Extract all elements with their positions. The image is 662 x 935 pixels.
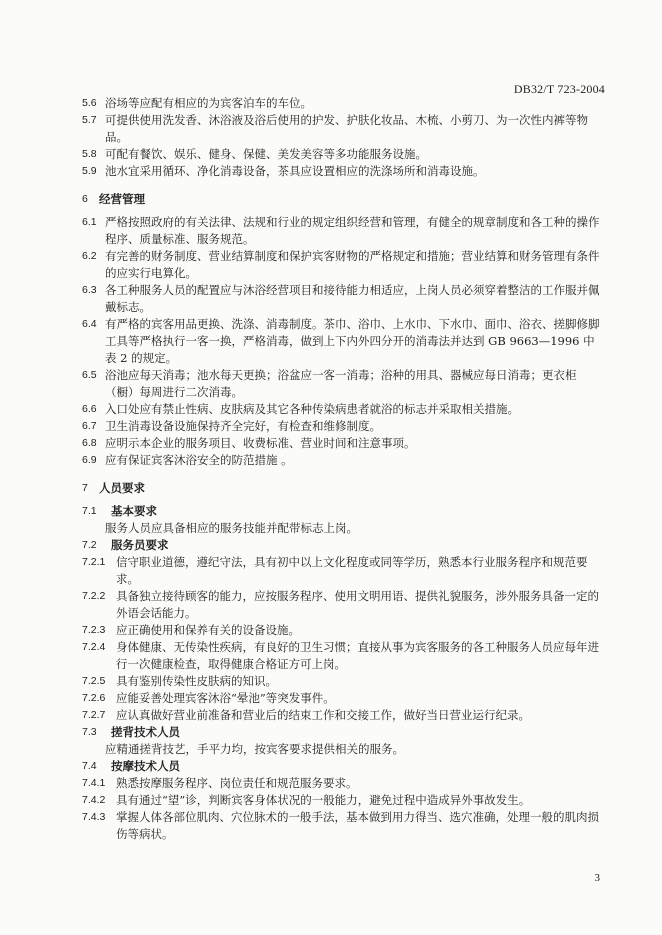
clause-text: 应认真做好营业前准备和营业后的结束工作和交接工作，做好当日营业运行纪录。: [116, 708, 530, 722]
clause-number: 7.2.1: [82, 556, 106, 568]
clause-6-9: [82, 452, 604, 469]
clause-7-2-1: [82, 554, 604, 588]
clause-text: 熟悉按摩服务程序、岗位责任和规范服务要求。: [116, 776, 358, 790]
clause-text: 可配有餐饮、娱乐、健身、保健、美发美容等多功能服务设施。: [105, 147, 427, 161]
clause-number: 5.9: [82, 165, 97, 177]
clause-text: 应明示本企业的服务项目、收费标准、营业时间和注意事项。: [105, 436, 416, 450]
clause-number: 7.4.2: [82, 794, 106, 806]
clause-number: 6.2: [82, 250, 97, 262]
section-title: 人员要求: [99, 481, 145, 495]
clause-5-6: [82, 95, 604, 112]
clause-6-4: [82, 316, 604, 367]
section-6-list: [82, 214, 604, 469]
subsection-7-1-heading: [82, 503, 604, 520]
clause-7-4-2: [82, 792, 604, 809]
clause-number: 7.2.7: [82, 709, 106, 721]
clause-5-8: [82, 146, 604, 163]
section-5-list: [82, 95, 604, 180]
clause-text: 各工种服务人员的配置应与沐浴经营项目和接待能力相适应，上岗人员必须穿着整洁的工作服并佩戴标志。: [105, 283, 600, 314]
clause-6-7: [82, 418, 604, 435]
clause-text: 卫生消毒设备设施保持齐全完好，有检查和维修制度。: [105, 419, 381, 433]
clause-text: 应正确使用和保养有关的设备设施。: [116, 623, 300, 637]
clause-6-1: [82, 214, 604, 248]
clause-text: 严格按照政府的有关法律、法规和行业的规定组织经营和管理，有健全的规章制度和各工种的操作程序、质量标准、服务规范。: [105, 215, 600, 246]
document-body: [82, 95, 604, 843]
clause-text: 浴场等应配有相应的为宾客泊车的车位。: [105, 96, 312, 110]
clause-text: 有完善的财务制度、营业结算制度和保护宾客财物的严格规定和措施；营业结算和财务管理有条件的应实行电算化。: [105, 249, 600, 280]
subsection-title: 按摩技术人员: [111, 759, 180, 773]
clause-text: 具有鉴别传染性皮肤病的知识。: [116, 674, 277, 688]
subsection-number: 7.1: [82, 505, 97, 517]
clause-7-2-5: [82, 673, 604, 690]
clause-7-2-3: [82, 622, 604, 639]
clause-number: 7.2.6: [82, 692, 106, 704]
section-title: 经营管理: [99, 192, 145, 206]
clause-number: 7.2.4: [82, 641, 106, 653]
clause-text: 应有保证宾客沐浴安全的防范措施 。: [105, 453, 293, 467]
document-number: DB32/T 723-2004: [513, 82, 605, 96]
clause-number: 6.9: [82, 454, 97, 466]
clause-5-9: [82, 163, 604, 180]
clause-text: 具备独立接待顾客的能力，应按服务程序、使用文明用语、提供礼貌服务，涉外服务具备一定的外语会话能力。: [116, 589, 599, 620]
clause-6-5: [82, 367, 604, 401]
clause-number: 6.4: [82, 318, 97, 330]
clause-number: 5.6: [82, 97, 97, 109]
clause-text: 池水宜采用循环、净化消毒设备，茶具应设置相应的洗涤场所和消毒设施。: [105, 164, 485, 178]
clause-number: 7.4.3: [82, 811, 106, 823]
clause-number: 7.2.2: [82, 590, 106, 602]
clause-7-4-1: [82, 775, 604, 792]
clause-number: 6.5: [82, 369, 97, 381]
clause-number: 6.3: [82, 284, 97, 296]
clause-7-2-2: [82, 588, 604, 622]
clause-text: 浴池应每天消毒；池水每天更换；浴盆应一客一消毒；浴种的用具、器械应每日消毒；更衣柜（橱）每周进行二次消毒。: [105, 368, 577, 399]
clause-number: 5.7: [82, 114, 97, 126]
subsection-number: 7.2: [82, 539, 97, 551]
subsection-7-4-heading: [82, 758, 604, 775]
clause-7-2-7: [82, 707, 604, 724]
clause-text: 身体健康、无传染性疾病，有良好的卫生习惯；直接从事为宾客服务的各工种服务人员应每年进行一次健康检查，取得健康合格证方可上岗。: [116, 640, 599, 671]
clause-text: 应能妥善处理宾客沐浴“晕池”等突发事件。: [116, 691, 335, 705]
clause-number: 7.2.3: [82, 624, 106, 636]
clause-number: 6.7: [82, 420, 97, 432]
clause-text: 可提供使用洗发香、沐浴液及浴后使用的护发、护肤化妆品、木梳、小剪刀、为一次性内裤等物品。: [105, 113, 588, 144]
clause-number: 6.1: [82, 216, 97, 228]
subsection-number: 7.4: [82, 760, 97, 772]
page-number: 3: [594, 872, 600, 884]
section-number: 6: [82, 193, 88, 205]
subsection-number: 7.3: [82, 726, 97, 738]
section-6-heading: [82, 191, 604, 208]
subsection-7-3-heading: [82, 724, 604, 741]
clause-text: 具有通过“望”诊，判断宾客身体状况的一般能力，避免过程中造成异外事故发生。: [116, 793, 531, 807]
subsection-title: 基本要求: [111, 504, 157, 518]
clause-6-3: [82, 282, 604, 316]
clause-7-2-4: [82, 639, 604, 673]
subsection-7-2-list: [82, 554, 604, 724]
section-number: 7: [82, 482, 88, 494]
clause-text: 有严格的宾客用品更换、洗涤、消毒制度。茶巾、浴巾、上水巾、下水巾、面巾、浴衣、搓脚修脚工具等严格执行一客一换，严格消毒，做到上下内外四分开的消毒法并达到 GB 9663—1996 中表 2 的规定。: [105, 317, 600, 365]
clause-text: 入口处应有禁止性病、皮肤病及其它各种传染病患者就浴的标志并采取相关措施。: [105, 402, 519, 416]
clause-6-6: [82, 401, 604, 418]
subsection-7-3-text: 应精通搓背技艺，手平力均，按宾客要求提供相关的服务。: [105, 742, 404, 756]
clause-text: 掌握人体各部位肌肉、穴位脉术的一般手法，基本做到用力得当、选穴准确，处理一般的肌肉损伤等病状。: [116, 810, 599, 841]
clause-number: 5.8: [82, 148, 97, 160]
subsection-title: 搓背技术人员: [111, 725, 180, 739]
clause-number: 7.4.1: [82, 777, 106, 789]
subsection-title: 服务员要求: [111, 538, 169, 552]
clause-6-8: [82, 435, 604, 452]
clause-number: 6.6: [82, 403, 97, 415]
clause-number: 7.2.5: [82, 675, 106, 687]
section-7-heading: [82, 480, 604, 497]
clause-text: 信守职业道德，遵纪守法，具有初中以上文化程度或同等学历，熟悉本行业服务程序和规范要求。: [116, 555, 588, 586]
subsection-7-4-list: [82, 775, 604, 843]
clause-number: 6.8: [82, 437, 97, 449]
clause-5-7: [82, 112, 604, 146]
clause-7-2-6: [82, 690, 604, 707]
subsection-7-1-text: 服务人员应具备相应的服务技能并配带标志上岗。: [105, 521, 358, 535]
clause-6-2: [82, 248, 604, 282]
clause-7-4-3: [82, 809, 604, 843]
subsection-7-2-heading: [82, 537, 604, 554]
